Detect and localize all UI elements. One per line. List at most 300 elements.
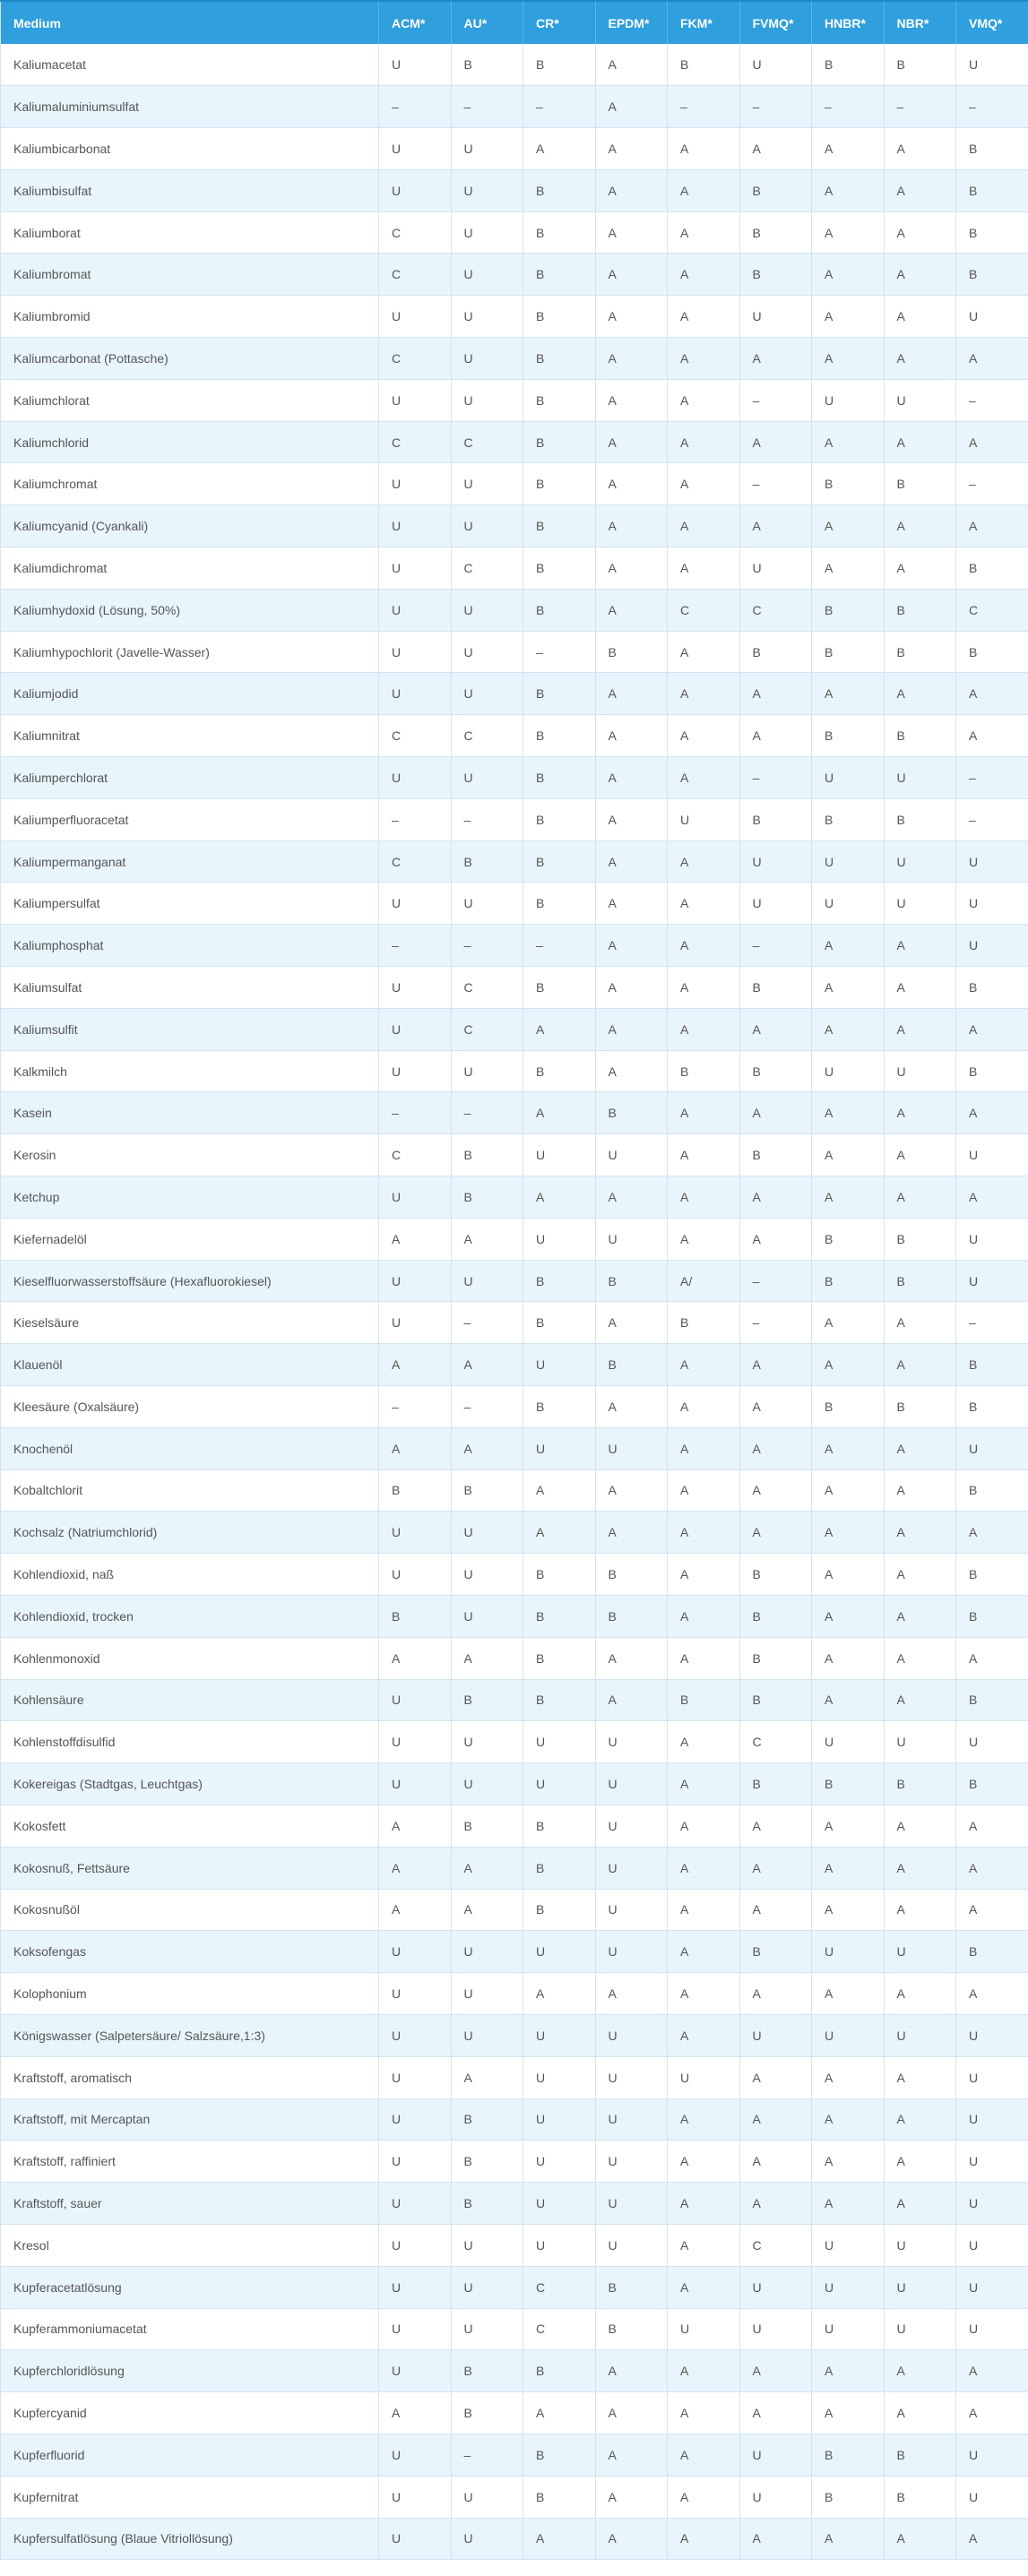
rating-cell: U xyxy=(956,2141,1028,2183)
rating-cell: A xyxy=(523,1469,596,1512)
rating-cell: A xyxy=(523,1092,596,1134)
rating-cell: A xyxy=(668,840,740,883)
rating-cell: U xyxy=(739,2308,812,2350)
rating-cell: A xyxy=(812,2056,885,2098)
table-row xyxy=(1,2308,1028,2350)
rating-cell: A xyxy=(739,128,812,170)
rating-cell: U xyxy=(451,2014,523,2056)
rating-cell: B xyxy=(739,169,812,211)
medium-name-cell: Kokereigas (Stadtgas, Leuchtgas) xyxy=(1,1763,379,1805)
rating-cell: A xyxy=(668,715,740,757)
rating-cell: A xyxy=(523,2518,596,2560)
rating-cell: U xyxy=(379,2476,452,2518)
rating-cell: C xyxy=(451,967,523,1009)
rating-cell: U xyxy=(379,1050,452,1092)
rating-cell: A xyxy=(739,1008,812,1050)
rating-cell: A xyxy=(668,1008,740,1050)
rating-cell: C xyxy=(451,421,523,463)
rating-cell: – xyxy=(739,1260,812,1302)
rating-cell: A xyxy=(884,2392,956,2434)
rating-cell: A xyxy=(812,338,885,380)
rating-cell: U xyxy=(956,840,1028,883)
rating-cell: A xyxy=(668,1595,740,1637)
rating-cell: A xyxy=(523,1008,596,1050)
rating-cell: U xyxy=(379,505,452,547)
rating-cell: C xyxy=(451,715,523,757)
rating-cell: A xyxy=(668,254,740,296)
table-row xyxy=(1,1637,1028,1679)
rating-cell: U xyxy=(523,1134,596,1176)
rating-cell: C xyxy=(379,338,452,380)
rating-cell: A xyxy=(884,2056,956,2098)
rating-cell: A xyxy=(956,421,1028,463)
table-row xyxy=(1,1176,1028,1219)
rating-cell: U xyxy=(379,631,452,673)
rating-cell: A xyxy=(595,2434,668,2476)
rating-cell: U xyxy=(379,883,452,925)
rating-cell: A xyxy=(812,2518,885,2560)
rating-cell: A xyxy=(668,2434,740,2476)
rating-cell: U xyxy=(956,2308,1028,2350)
rating-cell: U xyxy=(884,1931,956,1973)
rating-cell: A xyxy=(812,421,885,463)
rating-cell: A/ xyxy=(668,1260,740,1302)
rating-cell: – xyxy=(884,86,956,128)
rating-cell: U xyxy=(523,2056,596,2098)
rating-cell: A xyxy=(451,1847,523,1889)
medium-name-cell: Kupferfluorid xyxy=(1,2434,379,2476)
rating-cell: B xyxy=(812,715,885,757)
rating-cell: A xyxy=(739,505,812,547)
medium-name-cell: Klauenöl xyxy=(1,1344,379,1386)
rating-cell: U xyxy=(451,2308,523,2350)
rating-cell: U xyxy=(451,2476,523,2518)
rating-cell: A xyxy=(812,1176,885,1219)
rating-cell: – xyxy=(451,2434,523,2476)
rating-cell: B xyxy=(739,1050,812,1092)
rating-cell: U xyxy=(379,1554,452,1596)
rating-cell: U xyxy=(739,2266,812,2308)
rating-cell: A xyxy=(668,1134,740,1176)
rating-cell: – xyxy=(739,925,812,967)
rating-cell: A xyxy=(379,1344,452,1386)
table-row xyxy=(1,715,1028,757)
rating-cell: B xyxy=(523,44,596,86)
rating-cell: A xyxy=(884,2098,956,2141)
medium-name-cell: Kohlendioxid, naß xyxy=(1,1554,379,1596)
table-row xyxy=(1,2518,1028,2560)
medium-name-cell: Kaliumbromat xyxy=(1,254,379,296)
rating-cell: B xyxy=(956,1050,1028,1092)
rating-cell: U xyxy=(884,1721,956,1763)
rating-cell: A xyxy=(668,1847,740,1889)
table-row xyxy=(1,1763,1028,1805)
rating-cell: A xyxy=(595,169,668,211)
rating-cell: U xyxy=(379,2518,452,2560)
rating-cell: A xyxy=(812,1008,885,1050)
table-row xyxy=(1,673,1028,715)
rating-cell: A xyxy=(451,1889,523,1931)
rating-cell: U xyxy=(379,2308,452,2350)
rating-cell: U xyxy=(956,2266,1028,2308)
medium-name-cell: Kupfercyanid xyxy=(1,2392,379,2434)
medium-name-cell: Kohlenstoffdisulfid xyxy=(1,1721,379,1763)
rating-cell: A xyxy=(739,2392,812,2434)
rating-cell: A xyxy=(595,1386,668,1428)
rating-cell: U xyxy=(812,1721,885,1763)
table-row xyxy=(1,1931,1028,1973)
rating-cell: C xyxy=(523,2308,596,2350)
column-header-vmq: VMQ* xyxy=(956,1,1028,44)
rating-cell: A xyxy=(812,547,885,590)
rating-cell: A xyxy=(668,211,740,254)
rating-cell: A xyxy=(595,128,668,170)
rating-cell: A xyxy=(595,1050,668,1092)
rating-cell: A xyxy=(884,1554,956,1596)
rating-cell: A xyxy=(956,1008,1028,1050)
rating-cell: A xyxy=(956,1637,1028,1679)
medium-name-cell: Kaliumcyanid (Cyankali) xyxy=(1,505,379,547)
rating-cell: A xyxy=(884,211,956,254)
rating-cell: U xyxy=(595,1805,668,1847)
medium-name-cell: Kaliumpersulfat xyxy=(1,883,379,925)
table-row xyxy=(1,86,1028,128)
medium-name-cell: Kraftstoff, mit Mercaptan xyxy=(1,2098,379,2141)
rating-cell: A xyxy=(884,925,956,967)
rating-cell: A xyxy=(668,1931,740,1973)
rating-cell: U xyxy=(668,798,740,840)
rating-cell: U xyxy=(595,1427,668,1469)
rating-cell: A xyxy=(668,967,740,1009)
rating-cell: A xyxy=(595,211,668,254)
table-row xyxy=(1,1512,1028,1554)
column-header-au: AU* xyxy=(451,1,523,44)
rating-cell: A xyxy=(595,463,668,505)
rating-cell: A xyxy=(956,1512,1028,1554)
rating-cell: U xyxy=(379,296,452,338)
medium-name-cell: Kalkmilch xyxy=(1,1050,379,1092)
rating-cell: A xyxy=(956,1889,1028,1931)
rating-cell: U xyxy=(956,2056,1028,2098)
rating-cell: A xyxy=(595,883,668,925)
rating-cell: A xyxy=(595,338,668,380)
rating-cell: A xyxy=(884,1805,956,1847)
table-row xyxy=(1,1218,1028,1260)
medium-name-cell: Kaliumchromat xyxy=(1,463,379,505)
rating-cell: U xyxy=(595,2224,668,2266)
rating-cell: U xyxy=(451,1260,523,1302)
medium-name-cell: Ketchup xyxy=(1,1176,379,1219)
rating-cell: U xyxy=(668,2056,740,2098)
rating-cell: A xyxy=(812,211,885,254)
rating-cell: A xyxy=(668,1721,740,1763)
table-row xyxy=(1,2224,1028,2266)
rating-cell: A xyxy=(812,673,885,715)
rating-cell: A xyxy=(379,1805,452,1847)
rating-cell: U xyxy=(595,2141,668,2183)
rating-cell: U xyxy=(523,1344,596,1386)
table-row xyxy=(1,2434,1028,2476)
rating-cell: B xyxy=(956,128,1028,170)
table-row xyxy=(1,2266,1028,2308)
rating-cell: U xyxy=(451,589,523,631)
rating-cell: A xyxy=(956,2350,1028,2392)
rating-cell: B xyxy=(739,1637,812,1679)
rating-cell: – xyxy=(379,1386,452,1428)
medium-name-cell: Kupferacetatlösung xyxy=(1,2266,379,2308)
rating-cell: B xyxy=(884,463,956,505)
rating-cell: U xyxy=(739,2434,812,2476)
rating-cell: A xyxy=(884,169,956,211)
rating-cell: – xyxy=(956,757,1028,799)
rating-cell: A xyxy=(812,1344,885,1386)
medium-name-cell: Kaliumchlorat xyxy=(1,379,379,421)
table-row xyxy=(1,631,1028,673)
rating-cell: U xyxy=(595,2183,668,2225)
rating-cell: U xyxy=(523,1218,596,1260)
table-row xyxy=(1,1344,1028,1386)
medium-name-cell: Kraftstoff, sauer xyxy=(1,2183,379,2225)
medium-name-cell: Kaliumchlorid xyxy=(1,421,379,463)
rating-cell: U xyxy=(595,1931,668,1973)
rating-cell: A xyxy=(595,1469,668,1512)
rating-cell: B xyxy=(668,1679,740,1721)
table-row xyxy=(1,338,1028,380)
rating-cell: A xyxy=(812,254,885,296)
rating-cell: U xyxy=(379,757,452,799)
rating-cell: U xyxy=(956,925,1028,967)
rating-cell: B xyxy=(884,1218,956,1260)
rating-cell: A xyxy=(668,169,740,211)
rating-cell: A xyxy=(884,421,956,463)
rating-cell: A xyxy=(595,673,668,715)
rating-cell: U xyxy=(451,1050,523,1092)
rating-cell: A xyxy=(884,1679,956,1721)
rating-cell: U xyxy=(451,883,523,925)
rating-cell: A xyxy=(668,2224,740,2266)
rating-cell: U xyxy=(595,1134,668,1176)
table-row xyxy=(1,2056,1028,2098)
rating-cell: A xyxy=(523,128,596,170)
rating-cell: U xyxy=(739,883,812,925)
rating-cell: B xyxy=(956,1469,1028,1512)
medium-name-cell: Kokosnußöl xyxy=(1,1889,379,1931)
rating-cell: – xyxy=(668,86,740,128)
rating-cell: B xyxy=(523,421,596,463)
rating-cell: B xyxy=(451,1679,523,1721)
table-row xyxy=(1,1679,1028,1721)
rating-cell: B xyxy=(451,2183,523,2225)
medium-name-cell: Kaliumnitrat xyxy=(1,715,379,757)
rating-cell: A xyxy=(595,1973,668,2015)
rating-cell: B xyxy=(451,1805,523,1847)
rating-cell: U xyxy=(379,2224,452,2266)
rating-cell: B xyxy=(812,589,885,631)
rating-cell: B xyxy=(523,1889,596,1931)
medium-name-cell: Kaliumpermanganat xyxy=(1,840,379,883)
rating-cell: U xyxy=(956,296,1028,338)
table-row xyxy=(1,254,1028,296)
rating-cell: U xyxy=(595,2098,668,2141)
rating-cell: B xyxy=(451,2098,523,2141)
rating-cell: A xyxy=(812,1512,885,1554)
table-row xyxy=(1,2350,1028,2392)
table-row xyxy=(1,757,1028,799)
rating-cell: B xyxy=(451,2392,523,2434)
rating-cell: U xyxy=(668,2308,740,2350)
rating-cell: C xyxy=(739,2224,812,2266)
rating-cell: U xyxy=(884,1050,956,1092)
rating-cell: C xyxy=(739,1721,812,1763)
rating-cell: A xyxy=(668,1092,740,1134)
rating-cell: B xyxy=(523,1805,596,1847)
rating-cell: U xyxy=(379,1260,452,1302)
rating-cell: A xyxy=(812,1092,885,1134)
rating-cell: A xyxy=(668,505,740,547)
rating-cell: U xyxy=(956,2434,1028,2476)
rating-cell: B xyxy=(595,1595,668,1637)
table-row xyxy=(1,1134,1028,1176)
rating-cell: U xyxy=(884,840,956,883)
medium-name-cell: Kraftstoff, raffiniert xyxy=(1,2141,379,2183)
rating-cell: A xyxy=(668,296,740,338)
rating-cell: A xyxy=(668,757,740,799)
medium-name-cell: Kokosnuß, Fettsäure xyxy=(1,1847,379,1889)
rating-cell: U xyxy=(379,128,452,170)
table-row xyxy=(1,1847,1028,1889)
rating-cell: U xyxy=(595,1763,668,1805)
rating-cell: A xyxy=(668,2014,740,2056)
medium-name-cell: Kaliumhypochlorit (Javelle-Wasser) xyxy=(1,631,379,673)
rating-cell: B xyxy=(739,631,812,673)
rating-cell: U xyxy=(379,2141,452,2183)
rating-cell: B xyxy=(595,631,668,673)
rating-cell: A xyxy=(884,1344,956,1386)
rating-cell: A xyxy=(595,421,668,463)
rating-cell: A xyxy=(668,1973,740,2015)
rating-cell: U xyxy=(523,1763,596,1805)
rating-cell: U xyxy=(812,2014,885,2056)
rating-cell: B xyxy=(956,254,1028,296)
table-row xyxy=(1,2141,1028,2183)
medium-name-cell: Kaliumsulfit xyxy=(1,1008,379,1050)
rating-cell: U xyxy=(739,2476,812,2518)
rating-cell: A xyxy=(739,1847,812,1889)
rating-cell: U xyxy=(379,673,452,715)
table-row xyxy=(1,589,1028,631)
rating-cell: A xyxy=(812,1805,885,1847)
rating-cell: A xyxy=(884,505,956,547)
rating-cell: A xyxy=(523,2392,596,2434)
rating-cell: A xyxy=(595,925,668,967)
rating-cell: B xyxy=(451,2141,523,2183)
rating-cell: C xyxy=(956,589,1028,631)
rating-cell: A xyxy=(739,1512,812,1554)
rating-cell: A xyxy=(812,1889,885,1931)
rating-cell: B xyxy=(956,631,1028,673)
rating-cell: A xyxy=(812,2098,885,2141)
rating-cell: – xyxy=(379,1092,452,1134)
rating-cell: A xyxy=(956,338,1028,380)
rating-cell: A xyxy=(884,1847,956,1889)
rating-cell: A xyxy=(884,1973,956,2015)
rating-cell: A xyxy=(595,1008,668,1050)
table-row xyxy=(1,925,1028,967)
rating-cell: U xyxy=(379,1176,452,1219)
table-row xyxy=(1,44,1028,86)
rating-cell: B xyxy=(812,2476,885,2518)
rating-cell: A xyxy=(956,2392,1028,2434)
rating-cell: B xyxy=(956,1386,1028,1428)
rating-cell: A xyxy=(739,1427,812,1469)
rating-cell: A xyxy=(379,1218,452,1260)
table-header xyxy=(1,1,1028,44)
rating-cell: U xyxy=(956,2224,1028,2266)
rating-cell: A xyxy=(739,1386,812,1428)
rating-cell: A xyxy=(812,1973,885,2015)
rating-cell: B xyxy=(523,211,596,254)
rating-cell: A xyxy=(739,2350,812,2392)
rating-cell: B xyxy=(451,1134,523,1176)
rating-cell: U xyxy=(379,2098,452,2141)
medium-name-cell: Koksofengas xyxy=(1,1931,379,1973)
rating-cell: U xyxy=(739,840,812,883)
rating-cell: U xyxy=(956,2476,1028,2518)
medium-name-cell: Kaliumperchlorat xyxy=(1,757,379,799)
rating-cell: U xyxy=(812,2224,885,2266)
medium-name-cell: Kraftstoff, aromatisch xyxy=(1,2056,379,2098)
rating-cell: U xyxy=(956,2183,1028,2225)
medium-name-cell: Kaliumsulfat xyxy=(1,967,379,1009)
rating-cell: U xyxy=(379,2183,452,2225)
table-row xyxy=(1,1386,1028,1428)
rating-cell: A xyxy=(595,44,668,86)
rating-cell: B xyxy=(739,1931,812,1973)
rating-cell: A xyxy=(668,925,740,967)
column-header-medium: Medium xyxy=(1,1,379,44)
rating-cell: U xyxy=(884,379,956,421)
rating-cell: C xyxy=(451,1008,523,1050)
rating-cell: U xyxy=(451,211,523,254)
rating-cell: A xyxy=(884,967,956,1009)
rating-cell: A xyxy=(451,1218,523,1260)
medium-name-cell: Kieselsäure xyxy=(1,1302,379,1344)
table-row xyxy=(1,2014,1028,2056)
medium-name-cell: Kochsalz (Natriumchlorid) xyxy=(1,1512,379,1554)
table-row xyxy=(1,2183,1028,2225)
rating-cell: U xyxy=(523,1427,596,1469)
medium-name-cell: Kohlendioxid, trocken xyxy=(1,1595,379,1637)
rating-cell: U xyxy=(379,1302,452,1344)
rating-cell: U xyxy=(379,1721,452,1763)
rating-cell: B xyxy=(739,1679,812,1721)
rating-cell: A xyxy=(595,798,668,840)
rating-cell: A xyxy=(595,547,668,590)
rating-cell: A xyxy=(668,1805,740,1847)
column-header-nbr: NBR* xyxy=(884,1,956,44)
rating-cell: U xyxy=(812,2308,885,2350)
rating-cell: A xyxy=(595,840,668,883)
rating-cell: A xyxy=(595,757,668,799)
rating-cell: B xyxy=(595,1260,668,1302)
rating-cell: U xyxy=(451,1721,523,1763)
rating-cell: A xyxy=(812,1427,885,1469)
table-row xyxy=(1,883,1028,925)
rating-cell: A xyxy=(739,2518,812,2560)
rating-cell: B xyxy=(523,254,596,296)
rating-cell: U xyxy=(451,1931,523,1973)
rating-cell: U xyxy=(451,463,523,505)
